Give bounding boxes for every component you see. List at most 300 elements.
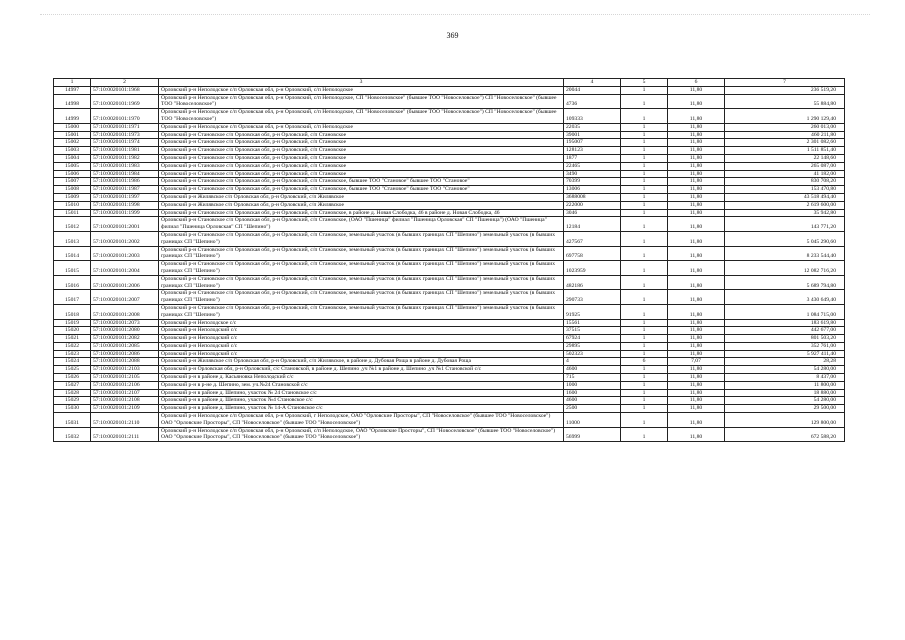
rate-value: 11,80 (668, 427, 725, 442)
rate-value: 11,80 (668, 139, 725, 147)
table-row (54, 374, 845, 382)
table-row (54, 178, 845, 186)
location-description: Орловский р-н Неполодское с/п Орловская обл, р-н Орловский, с/п Неполодское (159, 86, 564, 94)
table-row (54, 350, 845, 358)
area-value: 15561 (564, 319, 621, 327)
area-value: 222000 (564, 201, 621, 209)
count-value: 1 (621, 350, 668, 358)
cadastral-value: 29 500,00 (725, 405, 845, 413)
row-number: 15026 (54, 374, 91, 382)
cadastral-value: 183 619,80 (725, 319, 845, 327)
table-row (54, 389, 845, 397)
count-value: 1 (621, 86, 668, 94)
cadastral-number: 57:10:0020101:2106 (91, 381, 159, 389)
column-header: 7 (725, 79, 845, 87)
page-number: 369 (446, 31, 459, 40)
cadastral-value: 41 182,00 (725, 170, 845, 178)
row-number: 15030 (54, 405, 91, 413)
cadastral-number: 57:10:0020101:1981 (91, 147, 159, 155)
rate-value: 7,07 (668, 358, 725, 366)
cadastral-number: 57:10:0020101:2006 (91, 275, 159, 290)
count-value: 1 (621, 231, 668, 246)
row-number: 15022 (54, 342, 91, 350)
cadastral-value: 129 800,00 (725, 413, 845, 428)
area-value: 67924 (564, 335, 621, 343)
cadastral-number: 57:10:0020101:1969 (91, 94, 159, 109)
cadastral-number: 57:10:0020101:1982 (91, 154, 159, 162)
area-value: 12184 (564, 217, 621, 232)
rate-value: 11,80 (668, 170, 725, 178)
location-description: Орловский р-н Становское с/п Орловская обл, р-н Орловский, с/п Становское, бывшее ТОО "Становое" бывшее ТОО "Становое" (159, 186, 564, 194)
column-header: 6 (668, 79, 725, 87)
area-value: 427567 (564, 231, 621, 246)
count-value: 1 (621, 209, 668, 217)
area-value: 4 (564, 358, 621, 366)
rate-value: 11,80 (668, 413, 725, 428)
count-value: 1 (621, 342, 668, 350)
cadastral-number: 57:10:0020101:2002 (91, 231, 159, 246)
table-row (54, 304, 845, 319)
row-number: 15013 (54, 231, 91, 246)
rate-value: 11,80 (668, 94, 725, 109)
cadastral-number: 57:10:0020101:1999 (91, 209, 159, 217)
count-value: 1 (621, 178, 668, 186)
table-row (54, 290, 845, 305)
count-value: 1 (621, 275, 668, 290)
cadastral-value: 460 211,80 (725, 131, 845, 139)
table-row (54, 131, 845, 139)
row-number: 14997 (54, 86, 91, 94)
area-value: 56999 (564, 427, 621, 442)
cadastral-number: 57:10:0020101:1986 (91, 178, 159, 186)
area-value: 697758 (564, 246, 621, 261)
row-number: 15008 (54, 186, 91, 194)
cadastral-number: 57:10:0020101:1984 (91, 170, 159, 178)
area-value: 715 (564, 374, 621, 382)
count-value: 1 (621, 413, 668, 428)
area-value: 39001 (564, 131, 621, 139)
count-value: 1 (621, 319, 668, 327)
area-value: 502323 (564, 350, 621, 358)
location-description: Орловский р-н в районе д. Шепино, участок № 14-А Становское с/с (159, 405, 564, 413)
row-number: 15027 (54, 381, 91, 389)
area-value: 13006 (564, 186, 621, 194)
cadastral-value: 11 800,00 (725, 381, 845, 389)
area-value: 3046 (564, 209, 621, 217)
location-description: Орловский р-н Становское с/п Орловская обл, р-н Орловский, с/п Становское, земельный участок (в бывших границах СП "Шепино") земельный участок (в бывших границах СП "Шепино") (159, 275, 564, 290)
row-number: 15024 (54, 358, 91, 366)
document-sheet (53, 78, 844, 442)
table-row (54, 162, 845, 170)
count-value: 1 (621, 374, 668, 382)
count-value: 1 (621, 154, 668, 162)
rate-value: 11,80 (668, 290, 725, 305)
cadastral-value: 143 771,20 (725, 217, 845, 232)
location-description: Орловский р-н Становское с/п Орловская обл, р-н Орловский, с/п Становское (159, 154, 564, 162)
location-description: Орловский р-н Жилявское с/п Орловская обл, р-н Орловский, с/п Жилявское (159, 193, 564, 201)
table-row (54, 319, 845, 327)
area-value: 11000 (564, 413, 621, 428)
table-row (54, 366, 845, 374)
count-value: 1 (621, 94, 668, 109)
area-value: 91925 (564, 304, 621, 319)
row-number: 15001 (54, 131, 91, 139)
count-value: 1 (621, 147, 668, 155)
location-description: Орловский р-н Становское с/п Орловская обл, р-н Орловский, с/п Становское, земельный участок (в бывших границах СП "Шепино") земельный участок (в бывших границах СП "Шепино") (159, 304, 564, 319)
row-number: 15005 (54, 162, 91, 170)
location-description: Орловский р-н в районе д. Шепино, участок №4 Становское с/с (159, 397, 564, 405)
table-row (54, 217, 845, 232)
location-description: Орловский р-н Неполодское с/п Орловская обл, р-н Орловский, с/п Неполодское, СП "Новоселовское" (бывшее ТОО "Новоселовское") СП "Новоселовское" (бывшее ТОО "Новоселовское") (159, 109, 564, 124)
table-row (54, 201, 845, 209)
area-value: 3490 (564, 170, 621, 178)
cadastral-value: 801 503,20 (725, 335, 845, 343)
cadastral-number: 57:10:0020101:1973 (91, 131, 159, 139)
count-value: 1 (621, 261, 668, 276)
location-description: Орловский р-н Жилявское с/п Орловская обл, р-н Орловский, с/п Жилявское (159, 201, 564, 209)
count-value: 1 (621, 193, 668, 201)
count-value: 1 (621, 170, 668, 178)
area-value: 37515 (564, 327, 621, 335)
table-row (54, 186, 845, 194)
row-number: 15012 (54, 217, 91, 232)
cadastral-number: 57:10:0020101:2001 (91, 217, 159, 232)
row-number: 15032 (54, 427, 91, 442)
table-row (54, 405, 845, 413)
table-row (54, 123, 845, 131)
scan-edge-noise (40, 14, 870, 17)
area-value: 4600 (564, 366, 621, 374)
cadastral-value: 22 148,60 (725, 154, 845, 162)
location-description: Орловский р-н Становское с/п Орловская обл, р-н Орловский, с/п Становское, (ОАО "Пшеница" филиал "Пшеница Орловская" СП "Пшеница") (ОАО "Пшеница" филиал "Пшеница Орловская" СП "Шепино") (159, 217, 564, 232)
row-number: 15015 (54, 261, 91, 276)
cadastral-number: 57:10:0020101:2086 (91, 350, 159, 358)
row-number: 15006 (54, 170, 91, 178)
count-value: 1 (621, 246, 668, 261)
count-value: 6 (621, 358, 668, 366)
count-value: 1 (621, 217, 668, 232)
area-value: 482186 (564, 275, 621, 290)
table-row (54, 358, 845, 366)
count-value: 1 (621, 123, 668, 131)
location-description: Орловский р-н Неполодский с/с (159, 327, 564, 335)
column-header: 2 (91, 79, 159, 87)
cadastral-number: 57:10:0020101:2105 (91, 374, 159, 382)
table-row (54, 397, 845, 405)
rate-value: 11,80 (668, 319, 725, 327)
rate-value: 11,80 (668, 304, 725, 319)
cadastral-value: 5 689 794,80 (725, 275, 845, 290)
location-description: Орловский р-н в районе д. Касьяновка Неполодский с/с (159, 374, 564, 382)
row-number: 15028 (54, 389, 91, 397)
rate-value: 11,80 (668, 186, 725, 194)
cadastral-number: 57:10:0020101:2003 (91, 246, 159, 261)
cadastral-number: 57:10:0020101:2007 (91, 290, 159, 305)
rate-value: 11,80 (668, 147, 725, 155)
cadastral-number: 57:10:0020101:2008 (91, 304, 159, 319)
cadastral-number: 57:10:0020101:1998 (91, 201, 159, 209)
rate-value: 11,80 (668, 275, 725, 290)
location-description: Орловский р-н в районе д. Шепино, участок № 24 Становское с/с (159, 389, 564, 397)
row-number: 15021 (54, 335, 91, 343)
rate-value: 11,80 (668, 374, 725, 382)
row-number: 15014 (54, 246, 91, 261)
area-value: 22465 (564, 162, 621, 170)
cadastral-value: 12 082 716,20 (725, 261, 845, 276)
table-row (54, 86, 845, 94)
row-number: 15031 (54, 413, 91, 428)
cadastral-number: 57:10:0020101:2080 (91, 327, 159, 335)
count-value: 1 (621, 290, 668, 305)
location-description: Орловский р-н Неполодское с/п Орловская обл, р-н Орловский, с/п Неполодское (159, 123, 564, 131)
location-description: Орловский р-н Становское с/п Орловская обл, р-н Орловский, с/п Становское (159, 139, 564, 147)
cadastral-value: 54 280,00 (725, 397, 845, 405)
cadastral-value: 8 437,00 (725, 374, 845, 382)
cadastral-number: 57:10:0020101:1970 (91, 109, 159, 124)
cadastral-value: 55 884,80 (725, 94, 845, 109)
location-description: Орловский р-н Становское с/п Орловская обл, р-н Орловский, с/п Становское, в районе д. Новая Слободка, 46 в районе д. Новая Слободка, 46 (159, 209, 564, 217)
area-value: 3688008 (564, 193, 621, 201)
rate-value: 11,80 (668, 86, 725, 94)
row-number: 15020 (54, 327, 91, 335)
rate-value: 11,80 (668, 131, 725, 139)
cadastral-value: 1 290 129,40 (725, 109, 845, 124)
cadastral-number: 57:10:0020101:2004 (91, 261, 159, 276)
table-row (54, 231, 845, 246)
cadastral-value: 442 677,00 (725, 327, 845, 335)
row-number: 14998 (54, 94, 91, 109)
count-value: 1 (621, 405, 668, 413)
count-value: 1 (621, 201, 668, 209)
row-number: 15004 (54, 154, 91, 162)
area-value: 1877 (564, 154, 621, 162)
location-description: Орловский р-н Неполодское с/п Орловская обл, р-н Орловский, с/п Неполодское, ОАО "Орловские Просторы", СП "Новоселовское" (бывшее ТОО "Новоселовское") ОАО "Орловские Просторы", СП "Новоселовское" (бывшее ТОО "Новоселовское") (159, 427, 564, 442)
cadastral-value: 28,28 (725, 358, 845, 366)
table-row (54, 246, 845, 261)
cadastral-value: 5 045 290,60 (725, 231, 845, 246)
cadastral-number: 57:10:0020101:2111 (91, 427, 159, 442)
rate-value: 11,80 (668, 201, 725, 209)
table-row (54, 209, 845, 217)
area-value: 20044 (564, 86, 621, 94)
location-description: Орловский р-н Становское с/п Орловская обл, р-н Орловский, с/п Становское (159, 147, 564, 155)
table-row (54, 147, 845, 155)
table-row (54, 342, 845, 350)
column-header: 1 (54, 79, 91, 87)
count-value: 1 (621, 335, 668, 343)
count-value: 1 (621, 327, 668, 335)
cadastral-number: 57:10:0020101:1983 (91, 162, 159, 170)
rate-value: 11,80 (668, 217, 725, 232)
cadastral-value: 260 013,00 (725, 123, 845, 131)
location-description: Орловский р-н Становское с/п Орловская обл, р-н Орловский, с/п Становское, земельный участок (в бывших границах СП "Шепино") земельный участок (в бывших границах СП "Шепино") (159, 231, 564, 246)
cadastral-value: 54 280,00 (725, 366, 845, 374)
location-description: Орловский р-н Становское с/п Орловская обл, р-н Орловский, с/п Становское, бывшее ТОО "Становое" бывшее ТОО "Становое" (159, 178, 564, 186)
row-number: 15019 (54, 319, 91, 327)
area-value: 195007 (564, 139, 621, 147)
cadastral-value: 35 942,80 (725, 209, 845, 217)
count-value: 1 (621, 381, 668, 389)
cadastral-value: 1 084 715,00 (725, 304, 845, 319)
rate-value: 11,80 (668, 123, 725, 131)
row-number: 15025 (54, 366, 91, 374)
cadastral-value: 352 761,00 (725, 342, 845, 350)
rate-value: 11,80 (668, 342, 725, 350)
cadastral-value: 43 518 494,40 (725, 193, 845, 201)
row-number: 15010 (54, 201, 91, 209)
count-value: 1 (621, 389, 668, 397)
row-number: 15018 (54, 304, 91, 319)
cadastral-number: 57:10:0020101:2088 (91, 358, 159, 366)
rate-value: 11,80 (668, 405, 725, 413)
row-number: 15009 (54, 193, 91, 201)
rate-value: 11,80 (668, 366, 725, 374)
location-description: Орловский р-н Неполодский с/с (159, 350, 564, 358)
rate-value: 11,80 (668, 327, 725, 335)
count-value: 1 (621, 139, 668, 147)
cadastral-value: 672 588,20 (725, 427, 845, 442)
row-number: 15011 (54, 209, 91, 217)
row-number: 15003 (54, 147, 91, 155)
cadastral-value: 18 880,00 (725, 389, 845, 397)
location-description: Орловский р-н Становское с/п Орловская обл, р-н Орловский, с/п Становское (159, 170, 564, 178)
count-value: 1 (621, 186, 668, 194)
location-description: Орловский р-н Неполодское с/п Орловская обл, р-н Орловский, г Неполодское, ОАО "Орловские Просторы", СП "Новоселовское" (бывшее ТОО "Новоселовское") ОАО "Орловские Просторы", СП "Новоселовское" (бывшее ТОО "Новоселовское") (159, 413, 564, 428)
location-description: Орловский р-н Становское с/п Орловская обл, р-н Орловский, с/п Становское (159, 162, 564, 170)
count-value: 1 (621, 109, 668, 124)
row-number: 15016 (54, 275, 91, 290)
column-header: 4 (564, 79, 621, 87)
count-value: 1 (621, 162, 668, 170)
area-value: 22035 (564, 123, 621, 131)
rate-value: 11,80 (668, 381, 725, 389)
location-description: Орловский р-н в р-не д. Шепино, зем. уч.№24 Становской с/с (159, 381, 564, 389)
location-description: Орловский р-н Становское с/п Орловская обл, р-н Орловский, с/п Становское, земельный участок (в бывших границах СП "Шепино") земельный участок (в бывших границах СП "Шепино") (159, 261, 564, 276)
area-value: 290733 (564, 290, 621, 305)
cadastral-value: 1 511 851,40 (725, 147, 845, 155)
table-row (54, 170, 845, 178)
cadastral-number: 57:10:0020101:2082 (91, 335, 159, 343)
area-value: 29895 (564, 342, 621, 350)
cadastral-value: 265 087,00 (725, 162, 845, 170)
row-number: 15007 (54, 178, 91, 186)
cadastral-number: 57:10:0020101:2103 (91, 366, 159, 374)
rate-value: 11,80 (668, 162, 725, 170)
location-description: Орловский р-н Становское с/п Орловская обл, р-н Орловский, с/п Становское (159, 131, 564, 139)
count-value: 1 (621, 397, 668, 405)
count-value: 1 (621, 131, 668, 139)
area-value: 2500 (564, 405, 621, 413)
location-description: Орловский р-н Становское с/п Орловская обл, р-н Орловский, с/п Становское, земельный участок (в бывших границах СП "Шепино") земельный участок (в бывших границах СП "Шепино") (159, 290, 564, 305)
cadastral-value: 830 708,20 (725, 178, 845, 186)
rate-value: 11,80 (668, 389, 725, 397)
location-description: Орловский р-н Орловская обл, р-н Орловский, с/с Становской, в районе д. Шепино ,уч №1 в районе д. Шепино ,уч №1 Становской с/с (159, 366, 564, 374)
area-value: 1000 (564, 381, 621, 389)
cadastral-number: 57:10:0020101:2085 (91, 342, 159, 350)
area-value: 128123 (564, 147, 621, 155)
row-number: 15023 (54, 350, 91, 358)
cadastral-number: 57:10:0020101:2107 (91, 389, 159, 397)
cadastral-value: 2 619 600,00 (725, 201, 845, 209)
count-value: 1 (621, 366, 668, 374)
table-row (54, 139, 845, 147)
row-number: 15002 (54, 139, 91, 147)
cadastral-number: 57:10:0020101:1971 (91, 123, 159, 131)
row-number: 15000 (54, 123, 91, 131)
area-value: 70399 (564, 178, 621, 186)
column-header: 5 (621, 79, 668, 87)
cadastral-number: 57:10:0020101:1968 (91, 86, 159, 94)
table-row (54, 154, 845, 162)
cadastral-value: 236 519,20 (725, 86, 845, 94)
table-row (54, 261, 845, 276)
rate-value: 11,80 (668, 350, 725, 358)
count-value: 1 (621, 427, 668, 442)
area-value: 1600 (564, 389, 621, 397)
rate-value: 11,80 (668, 109, 725, 124)
rate-value: 11,80 (668, 335, 725, 343)
rate-value: 11,80 (668, 209, 725, 217)
row-number: 15017 (54, 290, 91, 305)
location-description: Орловский р-н Жилявское с/п Орловская обл, р-н Орловский, с/п Жилявское, в районе д. Дубовая Роща в районе д. Дубовая Роща (159, 358, 564, 366)
table-header-row (54, 79, 845, 87)
row-number: 14999 (54, 109, 91, 124)
land-registry-table (53, 78, 845, 442)
rate-value: 11,80 (668, 231, 725, 246)
rate-value: 11,80 (668, 397, 725, 405)
table-row (54, 109, 845, 124)
cadastral-value: 153 470,80 (725, 186, 845, 194)
cadastral-value: 2 301 082,60 (725, 139, 845, 147)
cadastral-value: 8 233 544,40 (725, 246, 845, 261)
rate-value: 11,80 (668, 193, 725, 201)
row-number: 15029 (54, 397, 91, 405)
cadastral-value: 3 430 649,40 (725, 290, 845, 305)
column-header: 3 (159, 79, 564, 87)
cadastral-number: 57:10:0020101:1987 (91, 186, 159, 194)
area-value: 109333 (564, 109, 621, 124)
table-row (54, 327, 845, 335)
cadastral-number: 57:10:0020101:2110 (91, 413, 159, 428)
table-row (54, 381, 845, 389)
location-description: Орловский р-н Неполодское с/с (159, 319, 564, 327)
table-row (54, 193, 845, 201)
cadastral-number: 57:10:0020101:2109 (91, 405, 159, 413)
area-value: 4600 (564, 397, 621, 405)
rate-value: 11,80 (668, 246, 725, 261)
area-value: 1023959 (564, 261, 621, 276)
rate-value: 11,80 (668, 154, 725, 162)
count-value: 1 (621, 304, 668, 319)
table-row (54, 335, 845, 343)
rate-value: 11,80 (668, 178, 725, 186)
table-row (54, 94, 845, 109)
location-description: Орловский р-н Неполодский с/с (159, 342, 564, 350)
area-value: 4736 (564, 94, 621, 109)
location-description: Орловский р-н Неполодское с/п Орловская обл, р-н Орловский, с/п Неполодское, СП "Новоселовское" (бывшее ТОО "Новоселовское") СП "Новоселовское" (бывшее ТОО "Новоселовское") (159, 94, 564, 109)
table-row (54, 427, 845, 442)
cadastral-number: 57:10:0020101:2108 (91, 397, 159, 405)
location-description: Орловский р-н Становское с/п Орловская обл, р-н Орловский, с/п Становское, земельный участок (в бывших границах СП "Шепино") земельный участок (в бывших границах СП "Шепино") (159, 246, 564, 261)
cadastral-number: 57:10:0020101:1974 (91, 139, 159, 147)
table-row (54, 275, 845, 290)
cadastral-value: 5 927 411,40 (725, 350, 845, 358)
table-row (54, 413, 845, 428)
rate-value: 11,80 (668, 261, 725, 276)
cadastral-number: 57:10:0020101:2073 (91, 319, 159, 327)
cadastral-number: 57:10:0020101:1997 (91, 193, 159, 201)
location-description: Орловский р-н Неполодский с/с (159, 335, 564, 343)
